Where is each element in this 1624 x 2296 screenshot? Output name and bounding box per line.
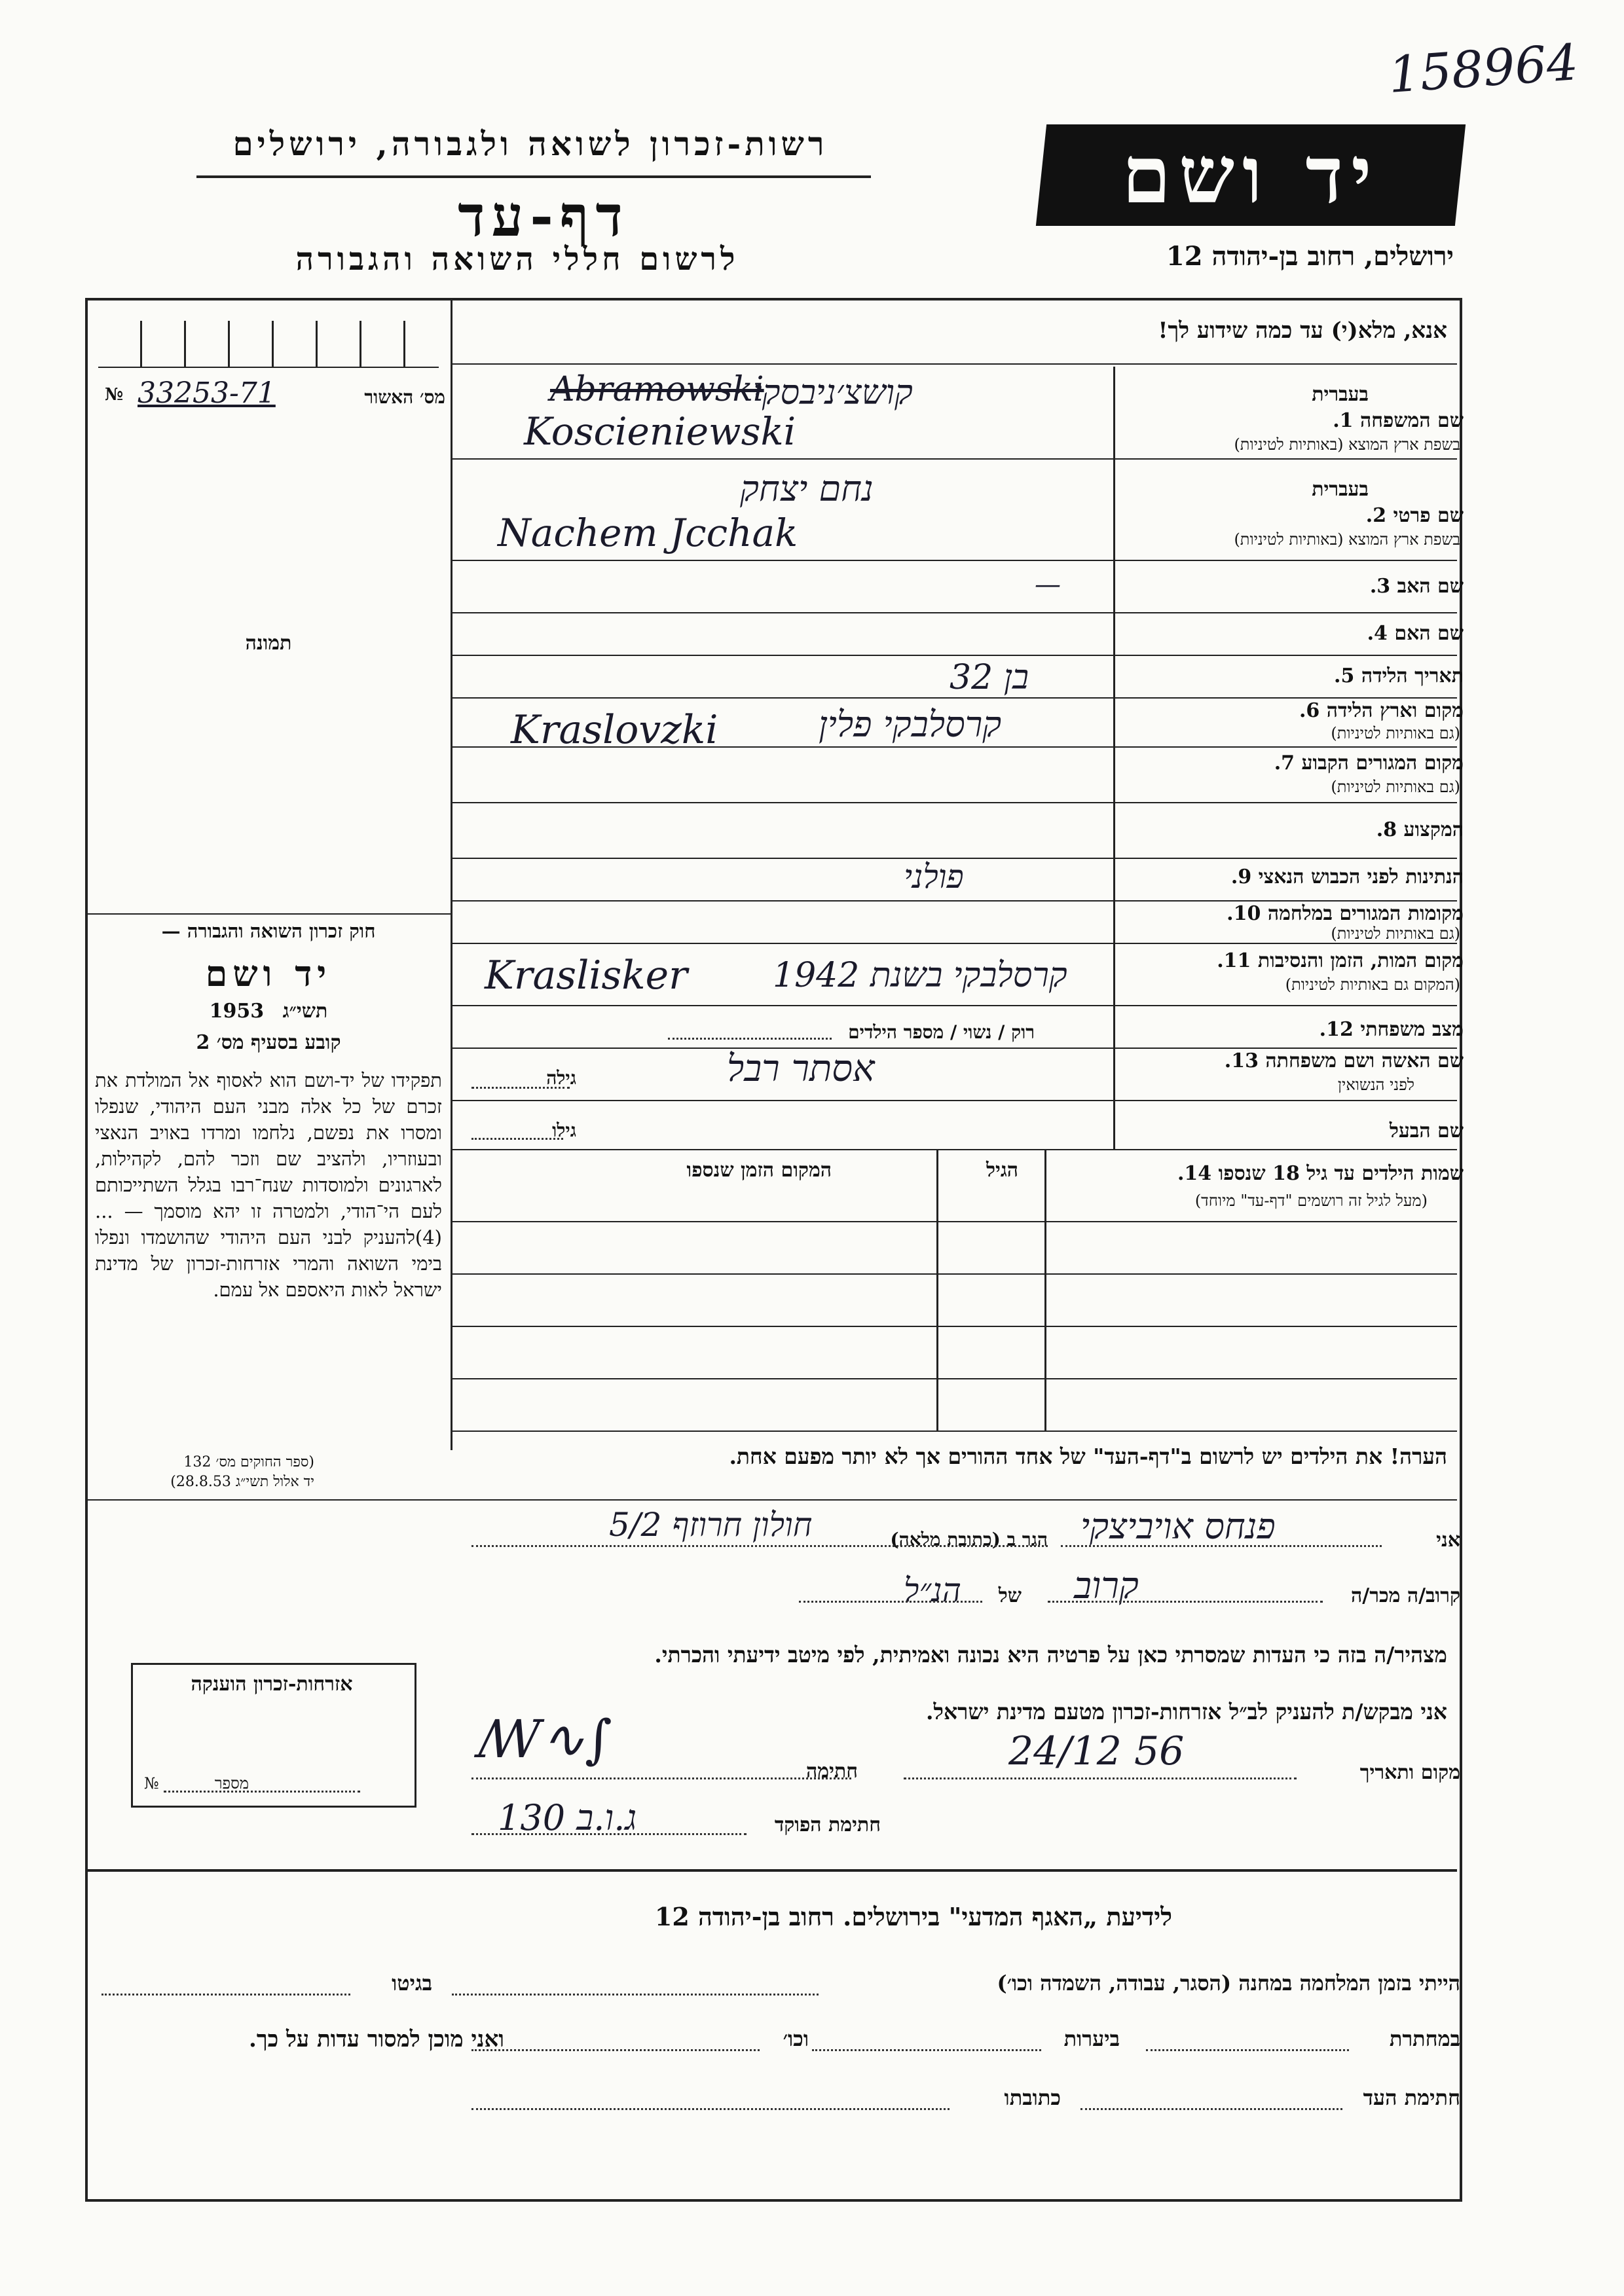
- witness-addr-label: כתובתו: [1004, 2085, 1061, 2110]
- field-1-heb-tag: בעברית: [1312, 383, 1369, 406]
- field-3-num: 3.: [1369, 575, 1391, 598]
- field-11-label: [1217, 949, 1464, 972]
- field-11-latin-value[interactable]: Kraslisker: [485, 953, 688, 998]
- form-title: דף-עד: [458, 183, 629, 249]
- declarant-address-label: הגר ב (כתובת מלאה): [890, 1529, 1048, 1550]
- approval-value[interactable]: 33253-71: [138, 376, 276, 410]
- children-label: [1177, 1162, 1464, 1185]
- husband-age-label: גילו: [552, 1120, 576, 1141]
- field-1-heb-value[interactable]: קושצ׳ניבסקי: [753, 373, 913, 412]
- field-6-value[interactable]: קרסלבקי פלין: [819, 704, 1002, 745]
- children-label-text: שמות הילדים עד גיל 18 שנספו: [1218, 1162, 1464, 1185]
- field-2-num: 2.: [1365, 504, 1387, 527]
- field-10-label: [1227, 902, 1464, 925]
- footer-title: לידיעת „האגף המדעי" בירושלים. רחוב בן-יהודה 12: [654, 1902, 1172, 1931]
- ghetto-label: בגיטו: [392, 1971, 432, 1995]
- law-year-heb: תשי״ג: [282, 1000, 328, 1023]
- field-1-sub: בשפת ארץ המוצא (באותיות לטיניות): [1234, 435, 1460, 454]
- place-date-value[interactable]: 24/12 56: [1008, 1728, 1185, 1774]
- field-2-heb-value[interactable]: נחם יצחק: [740, 468, 874, 509]
- law-title: חוק זכרון השואה והגבורה —: [161, 920, 376, 942]
- field-8-label: [1376, 818, 1464, 841]
- declarant-of-value[interactable]: הנ״ל: [904, 1571, 961, 1609]
- field-13-num: 13.: [1224, 1049, 1259, 1072]
- field-13-label-text: שם האשה ושם משפחתה: [1265, 1049, 1464, 1072]
- field-12-num: 12.: [1319, 1018, 1354, 1041]
- note: הערה! את הילדים יש לרשום ב"דף-העד" של אחד ההורים אך לא יותר מפעם אחת.: [729, 1444, 1447, 1469]
- children-num: 14.: [1177, 1162, 1212, 1185]
- approval-label: מס׳ האשור: [364, 386, 445, 408]
- witness-sig-label: חתימת העד: [1363, 2085, 1460, 2110]
- yad-vashem-logo: [1036, 124, 1466, 226]
- field-3-label: [1370, 575, 1464, 598]
- declarant-address-value[interactable]: חולון חרוזף 5/2: [609, 1506, 813, 1544]
- field-12-value[interactable]: רוק / נשוי / מספר הילדים: [848, 1021, 1035, 1043]
- law-section: קובע בסעיף מס׳ 2: [196, 1031, 341, 1054]
- field-11-value[interactable]: קרסלבקי בשנת 1942: [773, 956, 1067, 995]
- field-12-label-text: מצב משפחתי: [1360, 1018, 1464, 1041]
- field-8-num: 8.: [1376, 818, 1397, 841]
- declarant-relation-label: קרוב/ה מכר/ה: [1351, 1584, 1460, 1607]
- field-2-label: [1366, 504, 1464, 527]
- declaration: מצהיר/ה בזה כי העדות שמסרתי כאן על פרטיה היא נכונה ואמיתית, לפי מיטב ידיעתי והכרתי.: [654, 1642, 1447, 1667]
- photo-label: תמונה: [245, 632, 292, 655]
- law-ref-1: (ספר החוקים מס׳ 132: [183, 1454, 314, 1470]
- footer-line1-label: הייתי בזמן המלחמה במחנה (הסגר, עבודה, השמדה וכו׳): [997, 1971, 1460, 1995]
- field-2-latin-value[interactable]: Nachem Jcchak: [498, 511, 798, 555]
- field-6-latin-value[interactable]: Kraslovzki: [511, 707, 718, 753]
- field-13-label: [1225, 1049, 1464, 1072]
- field-5-value[interactable]: בן 32: [950, 658, 1029, 697]
- declarant-relation-value[interactable]: קרוב: [1074, 1565, 1139, 1607]
- field-6-sub: (גם באותיות לטיניות): [1331, 724, 1460, 742]
- field-4-label: [1367, 622, 1464, 645]
- field-13-value[interactable]: אסתר רבל: [727, 1048, 875, 1090]
- husband-label: שם הבעל: [1389, 1120, 1464, 1142]
- field-7-sub: (גם באותיות לטיניות): [1331, 778, 1460, 796]
- officer-value[interactable]: ג.ו.ב 130: [498, 1797, 637, 1838]
- field-6-num: 6.: [1299, 699, 1320, 722]
- field-9-value[interactable]: פולני: [904, 858, 964, 896]
- field-1-struck: Abramowski: [550, 370, 764, 409]
- field-6-label: [1299, 699, 1464, 722]
- field-2-heb-tag: בעברית: [1312, 478, 1369, 501]
- archive-number: 158964: [1386, 32, 1580, 105]
- field-10-num: 10.: [1227, 902, 1261, 925]
- place-date-label: מקום ותאריך: [1359, 1761, 1460, 1784]
- field-7-label: [1274, 752, 1464, 774]
- law-year: 1953: [209, 1000, 265, 1023]
- logo-text: יד ושם: [1122, 129, 1380, 221]
- field-2-label-text: שם פרטי: [1393, 504, 1464, 527]
- testify-label: ואני מוכן למסור עדות על כך.: [249, 2026, 504, 2052]
- field-11-label-text: מקום המות, הזמן והנסיבות: [1257, 949, 1464, 972]
- etc-label: וכו׳: [783, 2026, 809, 2051]
- field-3-label-text: שם האב: [1397, 575, 1464, 598]
- field-2-sub: בשפת ארץ המוצא (באותיות לטיניות): [1234, 530, 1460, 549]
- field-4-num: 4.: [1367, 622, 1388, 645]
- field-12-label: [1320, 1018, 1464, 1041]
- field-5-num: 5.: [1334, 665, 1355, 687]
- citizenship-number-label: מספר: [214, 1774, 249, 1793]
- law-text: תפקידו של יד-ושם הוא לאסוף אל המולדת את זכרם של כל אלה מבני העם היהודי, שנפלו ומסרו את נפשם, נלחמו ומרדו באויב הנאצי ובעוזריו, ולהציב שם וזכר להם, לקהילות, לארגונים ולמוסדות שנח־רבו בגלל השתייכותם לעם הי־הודי, ולמטרה זו יהא מוסמך — ...(4)להעניק לבני העם היהודי שהושמדו ונפלו בימי השואה והמרי אזרחות-זכרון של מדינת ישראל לאות היאספם אל עמם.: [95, 1069, 442, 1301]
- field-11-sub: (המקום גם באותיות לטיניות): [1285, 975, 1460, 994]
- field-9-label: [1231, 866, 1464, 888]
- citizenship-no: №: [144, 1774, 159, 1793]
- law-ref-2: יד אלול תשי״ג 28.8.53): [170, 1474, 314, 1490]
- instructions: אנא, מלא(י) עד כמה שידוע לך!: [1158, 318, 1447, 344]
- code-boxes: [98, 321, 439, 368]
- signature-label: חתימה: [806, 1760, 858, 1783]
- field-1-num: 1.: [1333, 409, 1354, 432]
- form-subtitle: לרשום חללי השואה והגבורה: [295, 241, 739, 278]
- forests-label: ביערות: [1063, 2026, 1120, 2051]
- underground-label: במחתרת: [1389, 2026, 1460, 2051]
- field-8-label-text: המקצוע: [1403, 818, 1464, 841]
- field-9-num: 9.: [1230, 866, 1252, 888]
- field-1-latin-value[interactable]: Koscieniewski: [524, 409, 796, 454]
- field-11-num: 11.: [1217, 949, 1251, 972]
- officer-label: חתימת הפוקד: [774, 1813, 881, 1836]
- declarant-ani-value[interactable]: פנחס אויביצקי: [1080, 1506, 1276, 1547]
- children-sub: (מעל לגיל זה רושמים "דף-עד" מיוחד): [1194, 1192, 1428, 1210]
- field-1-label-text: שם המשפחה: [1359, 409, 1464, 432]
- field-5-label: [1334, 665, 1464, 687]
- field-9-label-text: הנתינות לפני הכבוש הנאצי: [1258, 866, 1464, 888]
- field-5-label-text: תאריך הלידה: [1361, 665, 1464, 687]
- field-13-sub: לפני הנשואין: [1337, 1076, 1414, 1094]
- declarant-ani-label: אני: [1436, 1529, 1460, 1552]
- field-7-num: 7.: [1274, 752, 1295, 774]
- declarant-of-label: של: [998, 1584, 1022, 1607]
- field-13-age-label: גילה: [546, 1067, 576, 1089]
- field-10-label-text: מקומות המגורים במלחמה: [1267, 902, 1464, 925]
- authority-title: רשות-זכרון לשואה ולגבורה, ירושלים: [232, 124, 828, 163]
- citizenship-title: אזרחות-זכרון הוענקה: [191, 1673, 353, 1696]
- field-7-label-text: מקום המגורים הקבוע: [1301, 752, 1464, 774]
- field-4-label-text: שם האם: [1394, 622, 1464, 645]
- signature-mark[interactable]: ꟿ∿∫: [478, 1709, 612, 1770]
- children-col-place: המקום הזמן שנספו: [686, 1159, 832, 1182]
- field-3-value[interactable]: —: [1035, 570, 1061, 600]
- children-col-age: הגיל: [986, 1159, 1018, 1182]
- address: ירושלים, רחוב בן-יהודה 12: [1166, 241, 1454, 272]
- request: אני מבקש/ת להעניק לב״ל אזרחות-זכרון מטעם מדינת ישראל.: [926, 1699, 1447, 1724]
- field-1-label: [1333, 409, 1464, 432]
- field-10-sub: (גם באותיות לטיניות): [1331, 924, 1460, 943]
- law-name: יד ושם: [205, 953, 332, 994]
- field-6-label-text: מקום וארץ הלידה: [1326, 699, 1464, 722]
